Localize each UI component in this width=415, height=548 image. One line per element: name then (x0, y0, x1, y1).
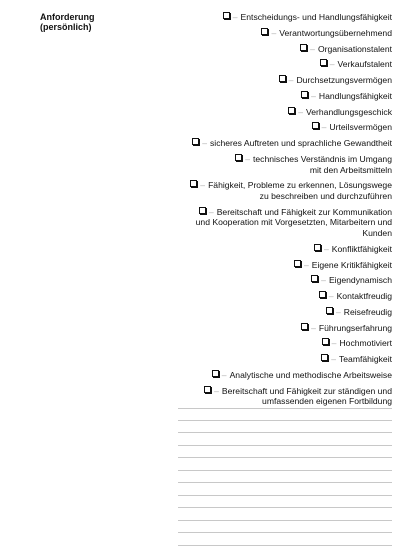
option-dash: – (232, 12, 238, 22)
option-checkbox[interactable] (320, 59, 327, 66)
option-label: Verhandlungsgeschick (306, 106, 392, 117)
blank-writing-line[interactable] (178, 458, 392, 471)
option-checkbox[interactable] (326, 307, 333, 314)
blank-writing-line[interactable] (178, 521, 392, 534)
option-label: Verantwortungsübernehmend (279, 27, 392, 38)
option-label: Eigendynamisch (328, 275, 392, 286)
option-dash: – (271, 27, 277, 38)
requirement-option (170, 107, 392, 118)
option-checkbox[interactable] (301, 323, 308, 330)
option-label: Teamfähigkeit (338, 354, 392, 365)
option-checkbox[interactable] (312, 122, 319, 129)
requirement-label-subtitle: (persönlich) (40, 22, 92, 32)
requirement-option (170, 244, 392, 255)
option-label: Bereitschaft und Fähigkeit zur Kommunikation (216, 206, 392, 217)
option-label: Konfliktfähigkeit (331, 243, 392, 254)
requirement-option (170, 323, 392, 334)
option-checkbox[interactable] (192, 138, 199, 145)
option-label: umfassenden eigenen Fortbildung (262, 396, 392, 407)
option-checkbox[interactable] (314, 244, 321, 251)
option-label: sicheres Auftreten und sprachliche Gewandtheit (209, 138, 392, 149)
option-dash: – (208, 206, 214, 217)
option-checkbox[interactable] (319, 291, 326, 298)
requirement-option (170, 354, 392, 365)
option-checkbox[interactable] (322, 338, 329, 345)
option-checkbox[interactable] (321, 354, 328, 361)
blank-writing-line[interactable] (178, 421, 392, 434)
requirement-option (170, 260, 392, 271)
requirement-option (170, 75, 392, 86)
option-dash: – (335, 306, 341, 317)
option-label: Reisefreudig (343, 306, 392, 317)
option-dash: – (298, 106, 303, 117)
option-checkbox[interactable] (301, 91, 308, 98)
requirement-option (170, 154, 392, 175)
option-label: Analytische und methodische Arbeitsweise (229, 370, 392, 380)
requirement-option (170, 59, 392, 70)
requirement-label-title: Anforderung (40, 12, 95, 22)
requirement-option (170, 291, 392, 302)
option-label: Verkaufstalent (337, 59, 392, 70)
option-label: Hochmotiviert (339, 338, 392, 349)
option-label: Handlungsfähigkeit (318, 90, 392, 101)
blank-writing-line[interactable] (178, 483, 392, 496)
option-dash: – (331, 338, 337, 349)
requirement-option (170, 12, 392, 23)
option-label: Bereitschaft und Fähigkeit zur ständigen und (221, 385, 392, 396)
requirement-option (170, 275, 392, 286)
option-label: technisches Verständnis im Umgang (252, 154, 392, 165)
option-dash: – (288, 75, 294, 86)
requirement-option (170, 338, 392, 349)
option-dash: – (202, 138, 207, 149)
option-label: mit den Arbeitsmitteln (309, 164, 392, 175)
option-dash: – (221, 370, 227, 380)
option-label: Fähigkeit, Probleme zu erkennen, Lösungswege (208, 180, 392, 191)
option-dash: – (310, 43, 315, 54)
requirement-label (40, 12, 95, 32)
blank-writing-line[interactable] (178, 508, 392, 521)
option-checkbox[interactable] (199, 207, 206, 214)
option-checkbox[interactable] (311, 275, 318, 282)
option-checkbox[interactable] (212, 370, 219, 377)
blank-writing-line[interactable] (178, 496, 392, 509)
option-dash: – (245, 154, 250, 165)
requirement-option (170, 370, 392, 381)
requirement-option (170, 138, 392, 149)
requirement-option (170, 122, 392, 133)
option-checkbox[interactable] (279, 75, 286, 82)
option-label: Urteilsvermögen (329, 122, 392, 133)
requirement-option (170, 307, 392, 318)
option-checkbox[interactable] (190, 180, 197, 187)
option-dash: – (329, 59, 335, 70)
option-dash: – (328, 291, 334, 302)
option-dash: – (311, 90, 316, 101)
blank-writing-line[interactable] (178, 408, 392, 421)
blank-writing-line[interactable] (178, 446, 392, 459)
option-dash: – (324, 243, 329, 254)
option-dash: – (303, 259, 309, 270)
option-checkbox[interactable] (300, 44, 307, 51)
requirement-option (170, 44, 392, 55)
option-label: Entscheidungs- und Handlungsfähigkeit (240, 12, 392, 22)
option-checkbox[interactable] (235, 154, 242, 161)
option-label: Durchsetzungsvermögen (296, 75, 392, 86)
requirement-option (170, 386, 392, 407)
option-checkbox[interactable] (288, 107, 295, 114)
requirement-option (170, 28, 392, 39)
option-checkbox[interactable] (294, 260, 301, 267)
option-label: Organisationstalent (317, 43, 392, 54)
blank-writing-line[interactable] (178, 533, 392, 546)
blank-writing-line[interactable] (178, 471, 392, 484)
option-checkbox[interactable] (223, 12, 230, 19)
requirement-option (170, 91, 392, 102)
option-dash: – (214, 385, 219, 396)
blank-writing-line[interactable] (178, 433, 392, 446)
option-checkbox[interactable] (204, 386, 211, 393)
option-label: und Kooperation mit Vorgesetzten, Mitarbeitern und (195, 217, 392, 228)
notes-lines (178, 408, 392, 546)
option-label: Kontaktfreudig (336, 291, 392, 302)
requirement-option (170, 207, 392, 239)
requirement-options-list (170, 12, 392, 412)
option-label: Führungserfahrung (318, 322, 392, 333)
option-label: zu beschreiben und durchzuführen (259, 191, 392, 201)
option-dash: – (321, 122, 327, 133)
option-dash: – (200, 180, 206, 191)
option-dash: – (311, 322, 316, 333)
option-dash: – (321, 275, 326, 286)
option-dash: – (331, 354, 336, 365)
requirement-option (170, 180, 392, 201)
option-label: Kunden (362, 227, 392, 238)
option-label: Eigene Kritikfähigkeit (311, 259, 392, 270)
option-checkbox[interactable] (261, 28, 268, 35)
